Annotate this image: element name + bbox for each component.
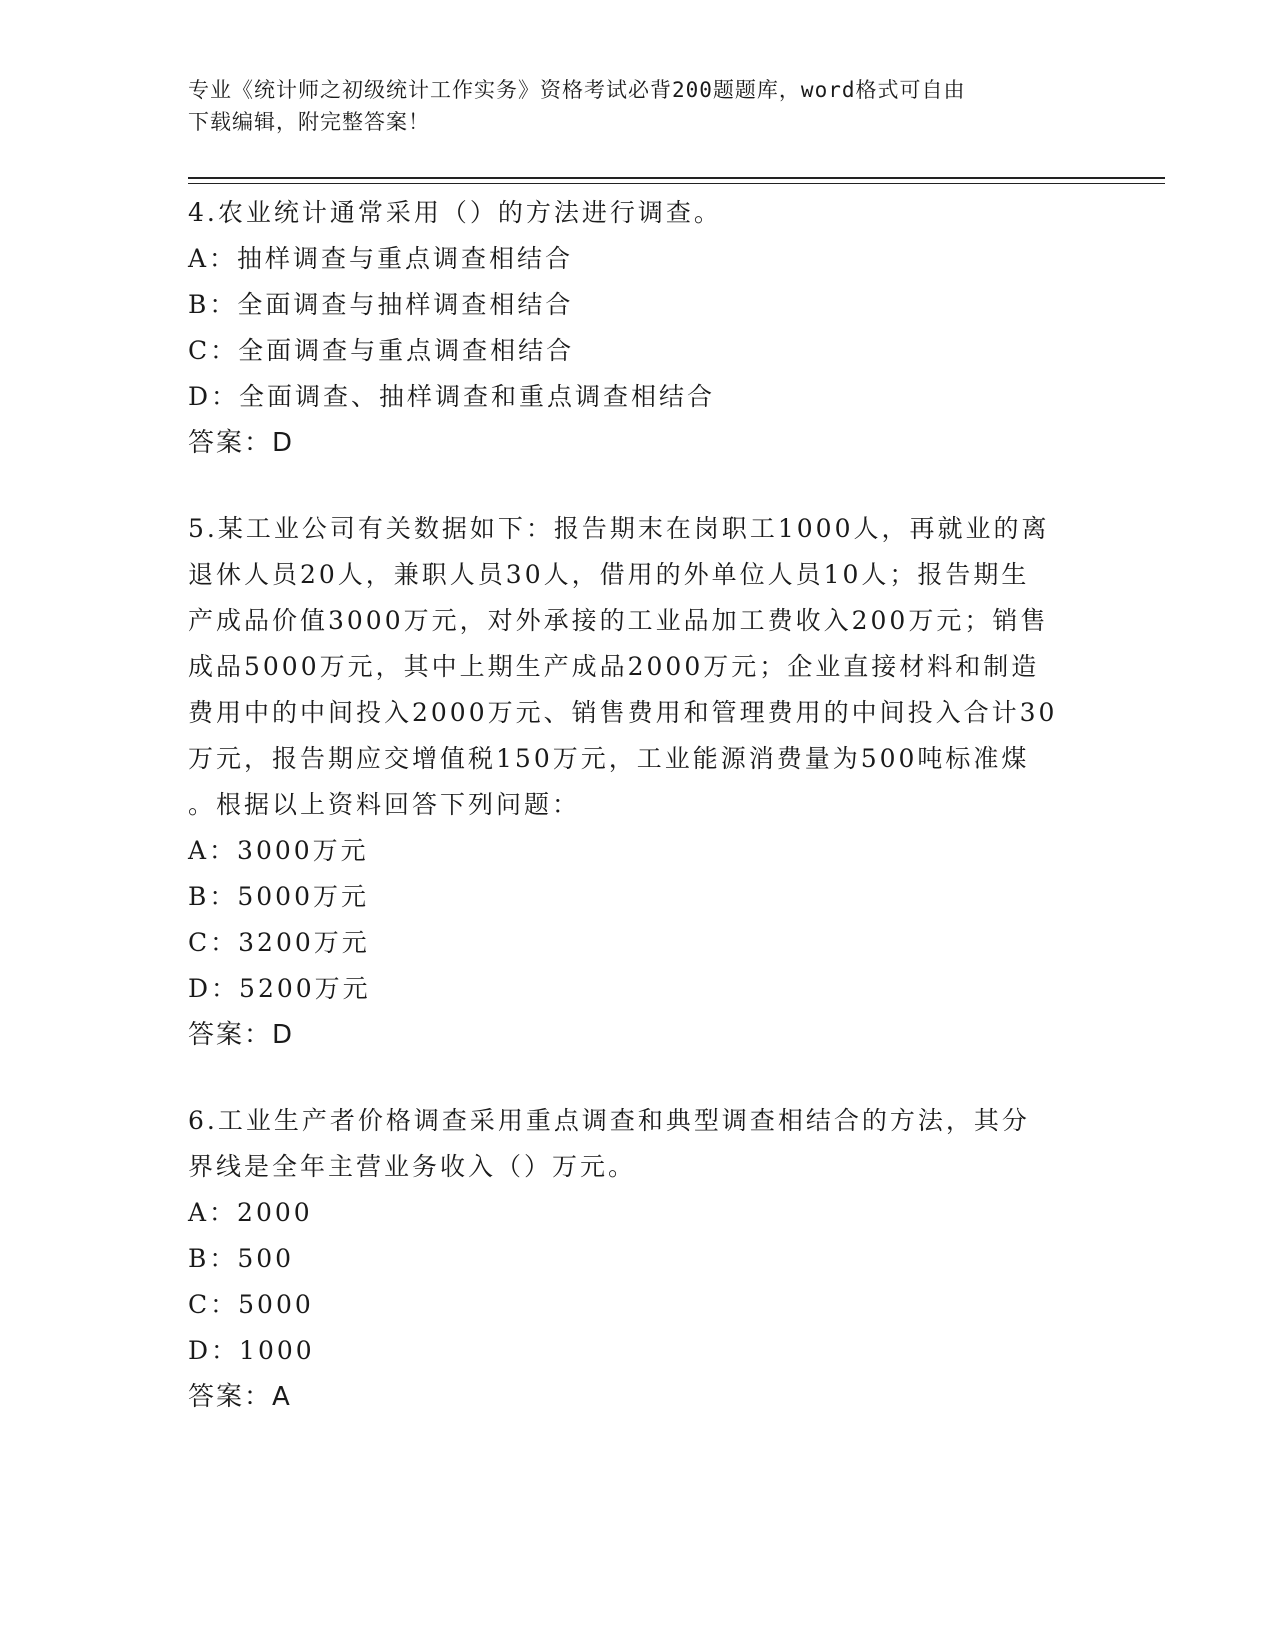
question-text-line: 万元，报告期应交增值税150万元，工业能源消费量为500吨标准煤	[188, 744, 1030, 773]
question-text: 4.农业统计通常采用（）的方法进行调查。	[188, 198, 722, 227]
question-text-line: 退休人员20人，兼职人员30人，借用的外单位人员10人；报告期生	[188, 560, 1030, 589]
question-block-6	[188, 1098, 1088, 1420]
option-a: A：3000万元	[188, 836, 369, 865]
question-block-5	[188, 506, 1088, 1058]
answer-text: 答案：A	[188, 1382, 292, 1412]
option-d: D：5200万元	[188, 974, 371, 1003]
question-text-line: 产成品价值3000万元，对外承接的工业品加工费收入200万元；销售	[188, 606, 1049, 635]
question-text-line: 费用中的中间投入2000万元、销售费用和管理费用的中间投入合计30	[188, 698, 1058, 727]
option-c: C：5000	[188, 1290, 314, 1319]
header-line-2: 下载编辑，附完整答案！	[188, 110, 430, 134]
question-block-4	[188, 190, 1088, 466]
option-c: C：3200万元	[188, 928, 370, 957]
option-b: B：5000万元	[188, 882, 369, 911]
answer-text: 答案：D	[188, 1020, 295, 1050]
question-text-line: 界线是全年主营业务收入（）万元。	[188, 1152, 637, 1181]
header-divider-thin	[188, 183, 1165, 184]
option-c: C：全面调查与重点调查相结合	[188, 336, 575, 365]
question-text-line: 成品5000万元，其中上期生产成品2000万元；企业直接材料和制造	[188, 652, 1040, 681]
option-b: B：全面调查与抽样调查相结合	[188, 290, 574, 319]
header-line-1: 专业《统计师之初级统计工作实务》资格考试必背200题题库，word格式可自由	[188, 78, 966, 102]
question-list	[188, 190, 1088, 1460]
option-a: A：2000	[188, 1198, 313, 1227]
question-text-line: 6.工业生产者价格调查采用重点调查和典型调查相结合的方法，其分	[188, 1106, 1030, 1135]
question-text-line: 5.某工业公司有关数据如下：报告期末在岗职工1000人，再就业的离	[188, 514, 1050, 543]
option-d: D：全面调查、抽样调查和重点调查相结合	[188, 382, 716, 411]
option-d: D：1000	[188, 1336, 315, 1365]
question-text-line: 。根据以上资料回答下列问题：	[188, 790, 581, 819]
option-b: B：500	[188, 1244, 295, 1273]
option-a: A：抽样调查与重点调查相结合	[188, 244, 574, 273]
header-divider-thick	[188, 177, 1165, 179]
answer-text: 答案：D	[188, 428, 295, 458]
document-header	[188, 74, 1088, 138]
